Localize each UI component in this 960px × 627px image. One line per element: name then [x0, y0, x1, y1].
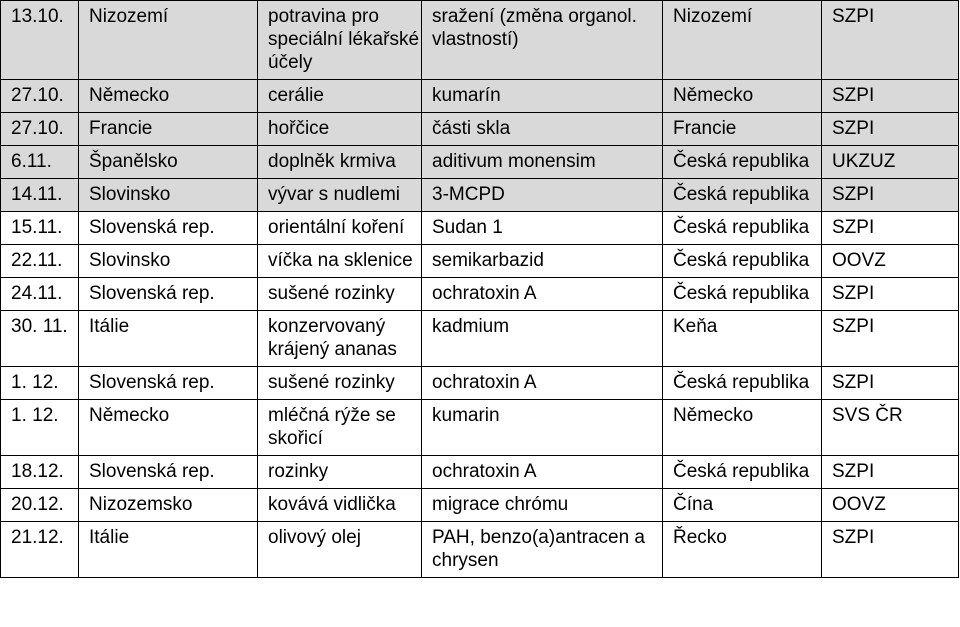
origin-country-cell: Itálie — [79, 311, 258, 367]
hazard-cell: kumarín — [422, 80, 663, 113]
table-row — [1, 311, 959, 367]
authority-cell: SZPI — [822, 456, 959, 489]
authority-cell: SZPI — [822, 212, 959, 245]
authority-cell: SZPI — [822, 367, 959, 400]
notifying-country-cell: Česká republika — [663, 179, 822, 212]
origin-country-cell: Itálie — [79, 522, 258, 578]
product-cell: olivový olej — [258, 522, 422, 578]
table-row — [1, 146, 959, 179]
origin-country-cell: Španělsko — [79, 146, 258, 179]
origin-country-cell: Slovinsko — [79, 245, 258, 278]
notifying-country-cell: Čína — [663, 489, 822, 522]
authority-cell: SZPI — [822, 179, 959, 212]
date-cell: 14.11. — [1, 179, 79, 212]
date-cell: 1. 12. — [1, 367, 79, 400]
date-cell: 27.10. — [1, 113, 79, 146]
origin-country-cell: Slovinsko — [79, 179, 258, 212]
notifying-country-cell: Řecko — [663, 522, 822, 578]
date-cell: 13.10. — [1, 1, 79, 80]
date-cell: 15.11. — [1, 212, 79, 245]
notifying-country-cell: Česká republika — [663, 456, 822, 489]
hazard-cell: Sudan 1 — [422, 212, 663, 245]
date-cell: 27.10. — [1, 80, 79, 113]
date-cell: 21.12. — [1, 522, 79, 578]
notifying-country-cell: Francie — [663, 113, 822, 146]
notifying-country-cell: Německo — [663, 80, 822, 113]
hazard-cell: migrace chrómu — [422, 489, 663, 522]
authority-cell: OOVZ — [822, 245, 959, 278]
origin-country-cell: Nizozemí — [79, 1, 258, 80]
product-cell: kovává vidlička — [258, 489, 422, 522]
origin-country-cell: Slovenská rep. — [79, 278, 258, 311]
hazard-cell: kadmium — [422, 311, 663, 367]
table-row — [1, 367, 959, 400]
hazard-cell: aditivum monensim — [422, 146, 663, 179]
origin-country-cell: Německo — [79, 80, 258, 113]
notifying-country-cell: Česká republika — [663, 367, 822, 400]
notifying-country-cell: Česká republika — [663, 146, 822, 179]
authority-cell: OOVZ — [822, 489, 959, 522]
authority-cell: SZPI — [822, 1, 959, 80]
product-cell: cerálie — [258, 80, 422, 113]
table-row — [1, 456, 959, 489]
table-body — [1, 1, 959, 578]
hazard-cell: sražení (změna organol. vlastností) — [422, 1, 663, 80]
notifying-country-cell: Nizozemí — [663, 1, 822, 80]
product-cell: rozinky — [258, 456, 422, 489]
table-row — [1, 80, 959, 113]
hazard-cell: části skla — [422, 113, 663, 146]
table-row — [1, 400, 959, 456]
date-cell: 6.11. — [1, 146, 79, 179]
notifying-country-cell: Německo — [663, 400, 822, 456]
hazard-cell: ochratoxin A — [422, 278, 663, 311]
authority-cell: SVS ČR — [822, 400, 959, 456]
product-cell: sušené rozinky — [258, 367, 422, 400]
date-cell: 18.12. — [1, 456, 79, 489]
origin-country-cell: Slovenská rep. — [79, 367, 258, 400]
table-row — [1, 489, 959, 522]
origin-country-cell: Slovenská rep. — [79, 456, 258, 489]
origin-country-cell: Francie — [79, 113, 258, 146]
authority-cell: SZPI — [822, 113, 959, 146]
table-row — [1, 278, 959, 311]
table-row — [1, 179, 959, 212]
table-row — [1, 212, 959, 245]
table-row — [1, 245, 959, 278]
product-cell: mléčná rýže se skořicí — [258, 400, 422, 456]
authority-cell: SZPI — [822, 311, 959, 367]
origin-country-cell: Německo — [79, 400, 258, 456]
origin-country-cell: Nizozemsko — [79, 489, 258, 522]
product-cell: doplněk krmiva — [258, 146, 422, 179]
date-cell: 20.12. — [1, 489, 79, 522]
hazard-cell: semikarbazid — [422, 245, 663, 278]
hazard-cell: ochratoxin A — [422, 367, 663, 400]
table-row — [1, 522, 959, 578]
product-cell: konzervovaný krájený ananas — [258, 311, 422, 367]
notifying-country-cell: Česká republika — [663, 245, 822, 278]
notifying-country-cell: Česká republika — [663, 212, 822, 245]
table-row — [1, 1, 959, 80]
product-cell: víčka na sklenice — [258, 245, 422, 278]
hazard-cell: 3-MCPD — [422, 179, 663, 212]
origin-country-cell: Slovenská rep. — [79, 212, 258, 245]
product-cell: vývar s nudlemi — [258, 179, 422, 212]
authority-cell: SZPI — [822, 522, 959, 578]
product-cell: sušené rozinky — [258, 278, 422, 311]
product-cell: hořčice — [258, 113, 422, 146]
notifying-country-cell: Česká republika — [663, 278, 822, 311]
hazard-cell: ochratoxin A — [422, 456, 663, 489]
date-cell: 30. 11. — [1, 311, 79, 367]
authority-cell: UKZUZ — [822, 146, 959, 179]
hazard-cell: PAH, benzo(a)antracen a chrysen — [422, 522, 663, 578]
authority-cell: SZPI — [822, 278, 959, 311]
authority-cell: SZPI — [822, 80, 959, 113]
hazard-cell: kumarin — [422, 400, 663, 456]
date-cell: 22.11. — [1, 245, 79, 278]
product-cell: potravina pro speciální lékařské účely — [258, 1, 422, 80]
table-row — [1, 113, 959, 146]
product-cell: orientální koření — [258, 212, 422, 245]
date-cell: 1. 12. — [1, 400, 79, 456]
notifying-country-cell: Keňa — [663, 311, 822, 367]
date-cell: 24.11. — [1, 278, 79, 311]
